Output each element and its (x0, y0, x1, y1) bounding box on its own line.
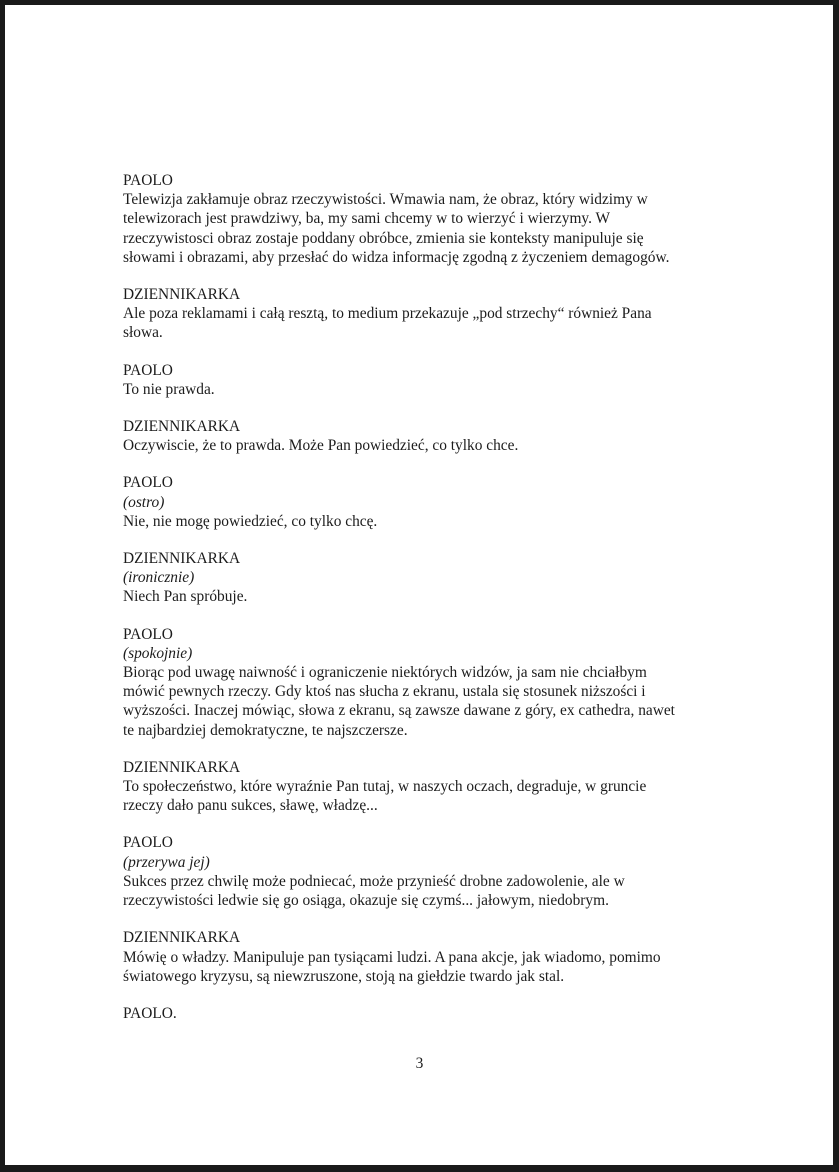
dialogue-block (123, 417, 683, 455)
dialogue-line: te najbardziej demokratyczne, te najszczersze. (123, 721, 408, 739)
speaker-name: DZIENNIKARKA (123, 418, 241, 436)
dialogue-line: rzeczy dało panu sukces, sławę, władzę... (123, 797, 378, 815)
dialogue-block (123, 171, 683, 267)
dialogue-line: rzeczywistości ledwie się go osiąga, okazuje się czymś... jałowym, niedobrym. (123, 892, 609, 910)
stage-direction: (przerywa jej) (123, 853, 210, 871)
dialogue-line: wyższości. Inaczej mówiąc, słowa z ekranu, są zawsze dawane z góry, ex cathedra, nawet (123, 702, 675, 720)
dialogue-line: To nie prawda. (123, 380, 215, 398)
dialogue-line: telewizorach jest prawdziwy, ba, my sami chcemy w to wierzyć i wierzymy. W (123, 210, 611, 228)
dialogue-line: rzeczywistosci obraz zostaje poddany obróbce, zmienia sie konteksty manipuluje się (123, 229, 644, 247)
dialogue-block (123, 361, 683, 399)
dialogue-block (123, 833, 683, 910)
speaker-name: PAOLO (123, 361, 173, 379)
page-number: 3 (415, 1055, 424, 1072)
stage-direction: (ostro) (123, 493, 165, 511)
dialogue-line: światowego kryzysu, są niewzruszone, stoją na giełdzie twardo jak stal. (123, 967, 565, 985)
dialogue-line: Nie, nie mogę powiedzieć, co tylko chcę. (123, 512, 378, 530)
speaker-name: DZIENNIKARKA (123, 929, 241, 947)
speaker-name: PAOLO (123, 834, 173, 852)
dialogue-line: Mówię o władzy. Manipuluje pan tysiącami ludzi. A pana akcje, jak wiadomo, pomimo (123, 948, 661, 966)
dialogue-line: mówić pewnych rzeczy. Gdy ktoś nas słucha z ekranu, ustala się stosunek niższości i (123, 683, 646, 701)
dialogue-block (123, 549, 683, 607)
speaker-name: PAOLO (123, 172, 173, 189)
dialogue-line: Biorąc pod uwagę naiwność i ograniczenie niektórych widzów, ja sam nie chciałbym (123, 664, 647, 682)
dialogue-line: To społeczeństwo, które wyraźnie Pan tutaj, w naszych oczach, degraduje, w gruncie (123, 778, 647, 796)
dialogue-block (123, 928, 683, 986)
dialogue-block (123, 1004, 683, 1023)
dialogue-line: Ale poza reklamami i całą resztą, to medium przekazuje „pod strzechy“ również Pana (123, 305, 652, 323)
dialogue-block (123, 473, 683, 531)
dialogue-line: Telewizja zakłamuje obraz rzeczywistości. Wmawia nam, że obraz, który widzimy w (123, 191, 648, 209)
dialogue-block (123, 625, 683, 740)
dialogue-line: Sukces przez chwilę może podniecać, może przynieść drobne zadowolenie, ale w (123, 872, 625, 890)
speaker-name: PAOLO. (123, 1004, 177, 1022)
speaker-name: PAOLO (123, 474, 173, 492)
dialogue-block (123, 285, 683, 343)
dialogue-block (123, 758, 683, 816)
stage-direction: (spokojnie) (123, 644, 193, 662)
dialogue-line: słowa. (123, 324, 163, 342)
dialogue-line: Oczywiscie, że to prawda. Może Pan powiedzieć, co tylko chce. (123, 437, 519, 455)
dialogue-line: słowami i obrazami, aby przesłać do widza informację zgodną z życzeniem demagogów. (123, 248, 670, 266)
speaker-name: DZIENNIKARKA (123, 286, 241, 304)
speaker-name: DZIENNIKARKA (123, 758, 241, 776)
dialogue-line: Niech Pan spróbuje. (123, 588, 248, 606)
stage-direction: (ironicznie) (123, 569, 195, 587)
speaker-name: DZIENNIKARKA (123, 550, 241, 568)
script-body (123, 171, 683, 1041)
speaker-name: PAOLO (123, 625, 173, 643)
